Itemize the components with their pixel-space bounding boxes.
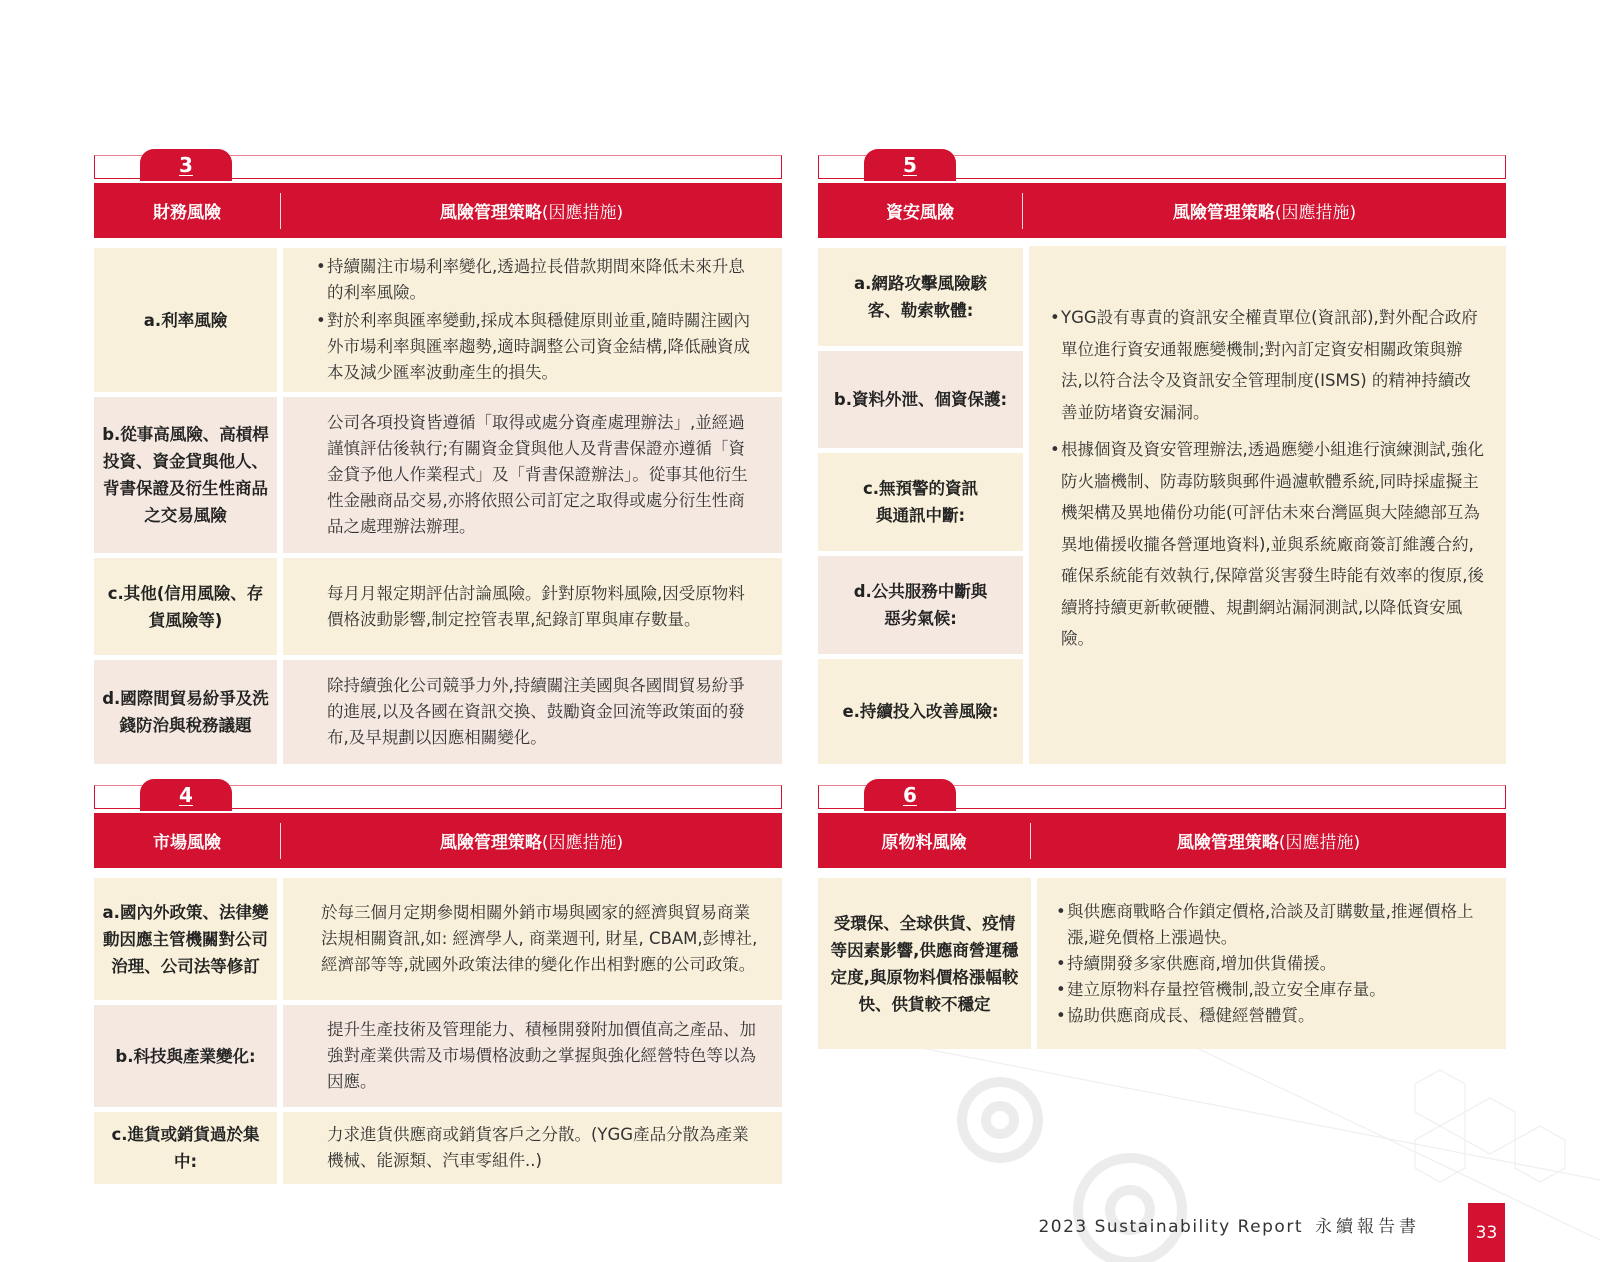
table-row (94, 397, 782, 553)
table-row (94, 660, 782, 764)
strategy-cell: 除持續強化公司競爭力外,持續關注美國與各國間貿易紛爭的進展,以及各國在資訊交換、鼓勵資金回流等政策面的發布,及早規劃以因應相關變化。 (283, 660, 782, 764)
strategy-bullet: • 建立原物料存量控管機制,設立安全庫存量。 (1067, 977, 1488, 1003)
strategy-bullet: • 對於利率與匯率變動,採成本與穩健原則並重,隨時關注國內外市場利率與匯率趨勢,適時調整公司資金結構,降低融資成本及減少匯率波動產生的損失。 (327, 308, 760, 386)
strategy-cell: 每月月報定期評估討論風險。針對原物料風險,因受原物料價格波動影響,制定控管表單,紀錄訂單與庫存數量。 (283, 558, 782, 655)
section-number-badge: 4 (140, 779, 232, 811)
header-risk-category: 原物料風險 (818, 823, 1031, 859)
table-row (94, 558, 782, 655)
header-strategy: 風險管理策略(因應措施) (1172, 203, 1357, 223)
section-raw-material-risk (818, 779, 1506, 1049)
strategy-cell: 提升生產技術及管理能力、積極開發附加價值高之產品、加強對產業供需及市場價格波動之掌握與強化經營特色等以為因應。 (283, 1005, 782, 1107)
strategy-cell: 公司各項投資皆遵循「取得或處分資產處理辦法」,並經過謹慎評估後執行;有關資金貸與他人及背書保證亦遵循「資金貸予他人作業程式」及「背書保證辦法」。從事其他衍生性金融商品交易,亦將依照公司訂定之取得或處分衍生性商品之處理辦法辦理。 (283, 397, 782, 553)
risk-label: 受環保、全球供貨、疫情等因素影響,供應商營運穩定度,與原物料價格漲幅較快、供貨較不穩定 (818, 878, 1031, 1049)
risk-label: b.資料外泄、個資保護: (818, 351, 1023, 448)
risk-label: b.從事高風險、高槓桿投資、資金貸與他人、背書保證及衍生性商品之交易風險 (94, 397, 277, 553)
report-footer (1038, 1212, 1420, 1237)
section-number-badge: 3 (140, 149, 232, 181)
strategy-cell: 力求進貨供應商或銷貨客戶之分散。(YGG產品分散為產業機械、能源類、汽車零組件..) (283, 1112, 782, 1184)
risk-label: c.其他(信用風險、存貨風險等) (94, 558, 277, 655)
risk-label: e.持續投入改善風險: (818, 659, 1023, 764)
header-strategy: 風險管理策略(因應措施) (439, 833, 624, 853)
strategy-cell (1029, 246, 1506, 764)
report-title-en: 2023 Sustainability Report (1038, 1217, 1303, 1237)
table-header (94, 183, 782, 238)
header-strategy: 風險管理策略(因應措施) (1176, 833, 1361, 853)
risk-label: d.國際間貿易紛爭及洗錢防治與稅務議題 (94, 660, 277, 764)
section-number-badge: 6 (864, 779, 956, 811)
table-row (818, 878, 1506, 1049)
header-strategy: 風險管理策略(因應措施) (439, 203, 624, 223)
strategy-bullet: • 持續關注市場利率變化,透過拉長借款期間來降低未來升息的利率風險。 (327, 254, 760, 306)
strategy-cell (283, 248, 782, 392)
page-number: 33 (1468, 1203, 1505, 1262)
section-market-risk (94, 779, 782, 1184)
header-risk-category: 市場風險 (94, 823, 281, 859)
strategy-bullet: • 協助供應商成長、穩健經營體質。 (1067, 1003, 1488, 1029)
header-risk-category: 資安風險 (818, 193, 1023, 229)
section-financial-risk (94, 149, 782, 764)
report-title-zh: 永續報告書 (1315, 1217, 1420, 1237)
section-number-badge: 5 (864, 149, 956, 181)
table-header (818, 813, 1506, 868)
table-row (94, 878, 782, 1000)
risk-label: c.無預警的資訊與通訊中斷: (818, 453, 1023, 551)
table-row (94, 1112, 782, 1184)
strategy-bullet: • 持續開發多家供應商,增加供貨備援。 (1067, 951, 1488, 977)
strategy-bullet: • 與供應商戰略合作鎖定價格,洽談及訂購數量,推遲價格上漲,避免價格上漲過快。 (1067, 899, 1488, 951)
table-row (94, 248, 782, 392)
strategy-cell (1037, 878, 1506, 1049)
risk-label: a.國內外政策、法律變動因應主管機關對公司治理、公司法等修訂 (94, 878, 277, 1000)
risk-label: c.進貨或銷貨過於集中: (94, 1112, 277, 1184)
table-row (94, 1005, 782, 1107)
strategy-bullet: • YGG設有專責的資訊安全權責單位(資訊部),對外配合政府單位進行資安通報應變機制;對內訂定資安相關政策與辦法,以符合法令及資訊安全管理制度(ISMS) 的精神持續改善並防堵資安漏洞。 (1061, 302, 1484, 428)
risk-label: b.科技與產業變化: (94, 1005, 277, 1107)
risk-label: a.網路攻擊風險駭客、勒索軟體: (818, 248, 1023, 346)
strategy-bullet: • 根據個資及資安管理辦法,透過應變小組進行演練測試,強化防火牆機制、防毒防駭與郵件過濾軟體系統,同時採虛擬主機架構及異地備份功能(可評估未來台灣區與大陸總部互為異地備援收攏各營運地資料),並與系統廠商簽訂維護合約,確保系統能有效執行,保障當災害發生時能有效率的復原,後續將持續更新軟硬體、規劃網站漏洞測試,以降低資安風險。 (1061, 434, 1484, 655)
risk-label: d.公共服務中斷與惡劣氣候: (818, 556, 1023, 654)
table-header (94, 813, 782, 868)
header-risk-category: 財務風險 (94, 193, 281, 229)
strategy-cell: 於每三個月定期參閱相關外銷市場與國家的經濟與貿易商業法規相關資訊,如: 經濟學人, 商業週刊, 財星, CBAM,彭博社, 經濟部等等,就國外政策法律的變化作出相對應的公司政策。 (283, 878, 782, 1000)
table-header (818, 183, 1506, 238)
risk-label: a.利率風險 (94, 248, 277, 392)
section-infosec-risk (818, 149, 1506, 764)
